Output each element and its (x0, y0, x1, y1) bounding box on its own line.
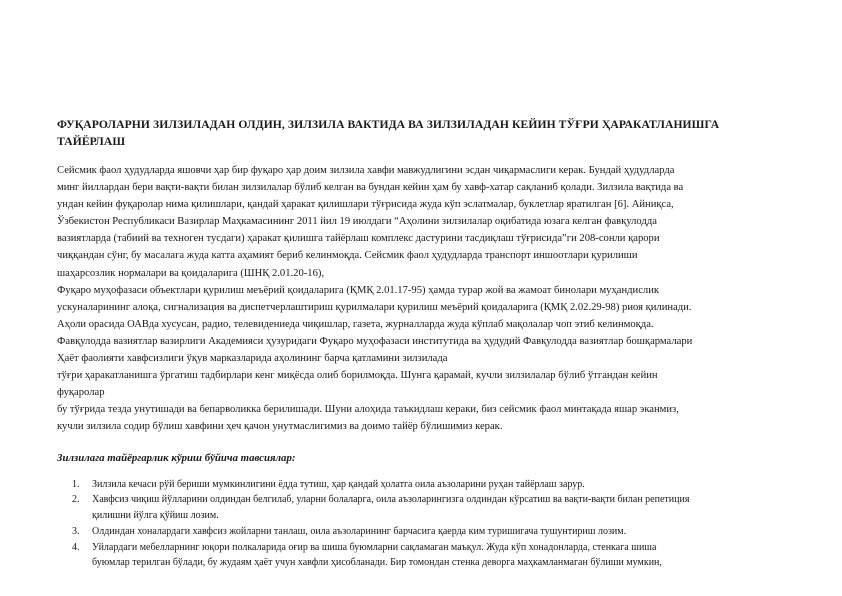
list-item (57, 492, 792, 524)
body-line: ундан кейин фуқаролар нима қилишлари, қандай ҳаракат қилишлари тўғрисида жуда кўп эслатмалар, буклетлар яратилган [6]. Айниқса, (57, 199, 674, 211)
document-page (57, 116, 792, 571)
body-line: кучли зилзила содир бўлиш хавфини ҳеч қачон унутмаслигимиз ва доимо тайёр бўлишимиз керак. (57, 421, 503, 433)
list-item (57, 477, 792, 493)
body-paragraph (57, 162, 792, 436)
body-line: Ўзбекистон Республикаси Вазирлар Маҳкамасининг 2011 йил 19 июлдаги “Аҳолини зилзилалар оқибатида юзага келган фавқулодда (57, 216, 657, 228)
body-line: Ҳаёт фаолияти хавфсизлиги ўқув марказларида аҳолининг барча қатламини зилзилада (57, 353, 448, 365)
title-line: ТАЙЁРЛАШ (57, 135, 126, 148)
body-line: ускуналарининг алоқа, сигнализация ва диспетчерлаштириш қурилмалари қурилиш меъёрий қоидаларига (ҚМҚ 2.02.29-98) риоя қилинади. (57, 301, 692, 313)
body-line: шаҳарсозлик нормалари ва қоидаларига (ШНҚ 2.01.20-16), (57, 267, 325, 279)
list-item-number: 2. (72, 494, 80, 506)
title-line: ФУҚАРОЛАРНИ ЗИЛЗИЛАДАН ОЛДИН, ЗИЛЗИЛА ВАКТИДА ВА ЗИЛЗИЛАДАН КЕЙИН ТЎҒРИ ҲАРАКАТЛАНИШГА (57, 118, 720, 131)
list-item-text: Хавфсиз чиқиш йўлларини олдиндан белгилаб, уларни болаларга, оила аъзоларингизга олдиндан кўрсатиш ва вақти-вақти билан репетиция (92, 494, 690, 506)
list-item-text: Олдиндан хоналардаги хавфсиз жойларни танлаш, оила аъзоларининг барчасига қаерда ким туришигача тушунтириш лозим. (92, 525, 627, 537)
body-line: Фавқулодда вазиятлар вазирлиги Академияси ҳузуридаги Фуқаро муҳофазаси институтида ва ҳудудий Фавқулодда вазиятлар бошқармалари (57, 335, 693, 347)
body-line: Аҳоли орасида ОАВда хусусан, радио, телевидениеда чиқишлар, газета, журналларда жуда кўплаб мақолалар чоп этиб келинмоқда. (57, 318, 654, 330)
body-line: чиққандан сўнг, бу масалага жуда катта аҳамият бериб келинмоқда. Сейсмик фаол ҳудудларда транспорт иншоотлари қурилиши (57, 250, 638, 262)
body-line: бу тўғрида тезда унутишади ва бепарволикка берилишади. Шуни алоҳида таъкидлаш кераки, биз сейсмик фаол минтақада яшар эканмиз, (57, 404, 679, 416)
recommendations-list (57, 477, 792, 572)
body-line: Фуқаро муҳофазаси объектлари қурилиш меъёрий қоидаларига (ҚМҚ 2.01.17-95) ҳамда турар жой ва жамоат бинолари муҳандислик (57, 284, 660, 296)
body-line: вазиятларда (табиий ва техноген тусдаги) ҳаракат қилишга тайёрлаш комплекс дастурини тасдиқлаш тўғрисида”ги 208-сонли қарори (57, 233, 660, 245)
list-item-text: буюмлар терилган бўлади, бу жудаям ҳаёт учун хавфли ҳисобланади. Бир томондан стенка деворга маҳкамланмаган бўлиши мумкин, (92, 557, 662, 569)
body-line: тўғри ҳаракатланишга ўргатиш тадбирлари кенг миқёсда олиб борилмоқда. Шунга қарамай, кучли зилзилалар бўлиб ўтгандан кейин (57, 370, 658, 382)
list-item (57, 524, 792, 540)
body-line: Сейсмик фаол ҳудудларда яшовчи ҳар бир фуқаро ҳар доим зилзила хавфи мавжудлигини эсдан чиқармаслиги керак. Бундай ҳудудларда (57, 165, 675, 176)
list-item (57, 540, 792, 572)
recommendations-heading: Зилзилага тайёргарлик кўриш бўйича тавсиялар: (57, 451, 296, 464)
list-item-text: Уйлардаги мебелларнинг юқори полкаларида оғир ва шиша буюмларни сақламаган маъқул. Жуда кўп хонадонларда, стенкага шиша (92, 541, 657, 553)
list-item-number: 4. (72, 541, 80, 553)
document-title (57, 116, 792, 150)
list-item-number: 3. (72, 525, 80, 537)
body-line: минг йиллардан бери вақти-вақти билан зилзилалар бўлиб келган ва бундан кейин ҳам бу хавф-хатар сақланиб қолади. Зилзила вақтида ва (57, 182, 684, 194)
list-item-text: Зилзила кечаси рўй бериши мумкинлигини ёдда тутиш, ҳар қандай ҳолатга оила аъзоларини руҳан тайёрлаш зарур. (92, 478, 585, 490)
list-item-number: 1. (72, 478, 80, 490)
body-line: фуқаролар (57, 387, 105, 399)
list-item-text: қилишни йўлга қўйиш лозим. (92, 510, 219, 522)
